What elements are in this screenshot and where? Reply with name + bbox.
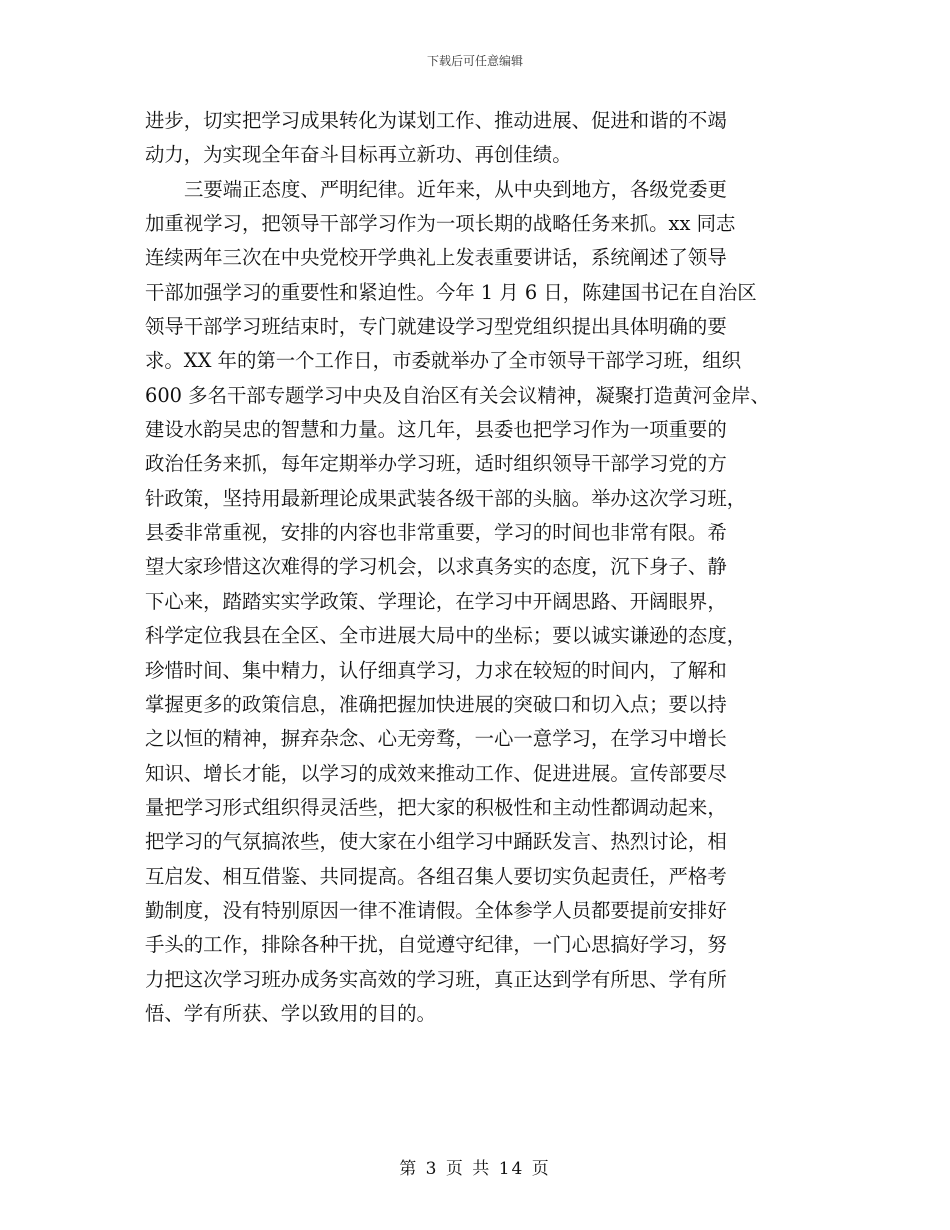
text-line: 之以恒的精神，摒弃杂念、心无旁骛，一心一意学习，在学习中增长 bbox=[145, 727, 727, 751]
text-line: 连续两年三次在中央党校开学典礼上发表重要讲话，系统阐述了领导 bbox=[145, 246, 727, 270]
text-line: 珍惜时间、集中精力，认仔细真学习，力求在较短的时间内，了解和 bbox=[145, 658, 727, 682]
text-line: 下心来，踏踏实实学政策、学理论，在学习中开阔思路、开阔眼界， bbox=[145, 589, 727, 613]
text-line: 知识、增长才能，以学习的成效来推动工作、促进进展。宣传部要尽 bbox=[145, 761, 727, 785]
text-line: 互启发、相互借鉴、共同提高。各组召集人要切实负起责任，严格考 bbox=[145, 864, 727, 888]
text-line: 力把这次学习班办成务实高效的学习班，真正达到学有所思、学有所 bbox=[145, 967, 727, 991]
text-line: 600 多名干部专题学习中央及自治区有关会议精神，凝聚打造黄河金岸、 bbox=[145, 383, 770, 407]
paragraph-start-line: 三要端正态度、严明纪律。近年来，从中央到地方，各级党委更 bbox=[184, 177, 727, 201]
text-line: 勤制度，没有特别原因一律不准请假。全体参学人员都要提前安排好 bbox=[145, 898, 727, 922]
text-line: 县委非常重视，安排的内容也非常重要，学习的时间也非常有限。希 bbox=[145, 521, 727, 545]
text-line: 加重视学习，把领导干部学习作为一项长期的战略任务来抓。xx 同志 bbox=[145, 212, 736, 236]
text-line: 求。XX 年的第一个工作日，市委就举办了全市领导干部学习班，组织 bbox=[145, 349, 742, 373]
text-line: 进步，切实把学习成果转化为谋划工作、推动进展、促进和谐的不竭 bbox=[145, 109, 727, 132]
document-body bbox=[145, 104, 835, 1031]
text-line: 手头的工作，排除各种干扰，自觉遵守纪律，一门心思搞好学习，努 bbox=[145, 933, 727, 957]
text-line: 建设水韵吴忠的智慧和力量。这几年，县委也把学习作为一项重要的 bbox=[145, 418, 727, 442]
text-line: 干部加强学习的重要性和紧迫性。今年 1 月 6 日，陈建国书记在自治区 bbox=[145, 280, 757, 304]
page-number-footer: 第 3 页 共 14 页 bbox=[399, 1159, 551, 1179]
page-header-note: 下载后可任意编辑 bbox=[426, 54, 523, 68]
text-line: 针政策，坚持用最新理论成果武装各级干部的头脑。举办这次学习班， bbox=[145, 486, 747, 510]
text-line: 领导干部学习班结束时，专门就建设学习型党组织提出具体明确的要 bbox=[145, 315, 727, 339]
text-line: 望大家珍惜这次难得的学习机会，以求真务实的态度，沉下身子、静 bbox=[145, 555, 727, 579]
text-line: 科学定位我县在全区、全市进展大局中的坐标；要以诚实谦逊的态度， bbox=[145, 624, 747, 648]
text-line: 掌握更多的政策信息，准确把握加快进展的突破口和切入点；要以持 bbox=[145, 692, 727, 716]
text-line: 政治任务来抓，每年定期举办学习班，适时组织领导干部学习党的方 bbox=[145, 452, 727, 476]
text-line: 悟、学有所获、学以致用的目的。 bbox=[145, 1001, 436, 1025]
text-line: 量把学习形式组织得灵活些，把大家的积极性和主动性都调动起来， bbox=[145, 795, 727, 819]
text-line: 动力，为实现全年奋斗目标再立新功、再创佳绩。 bbox=[145, 143, 572, 167]
text-line: 把学习的气氛搞浓些，使大家在小组学习中踊跃发言、热烈讨论，相 bbox=[145, 830, 727, 854]
